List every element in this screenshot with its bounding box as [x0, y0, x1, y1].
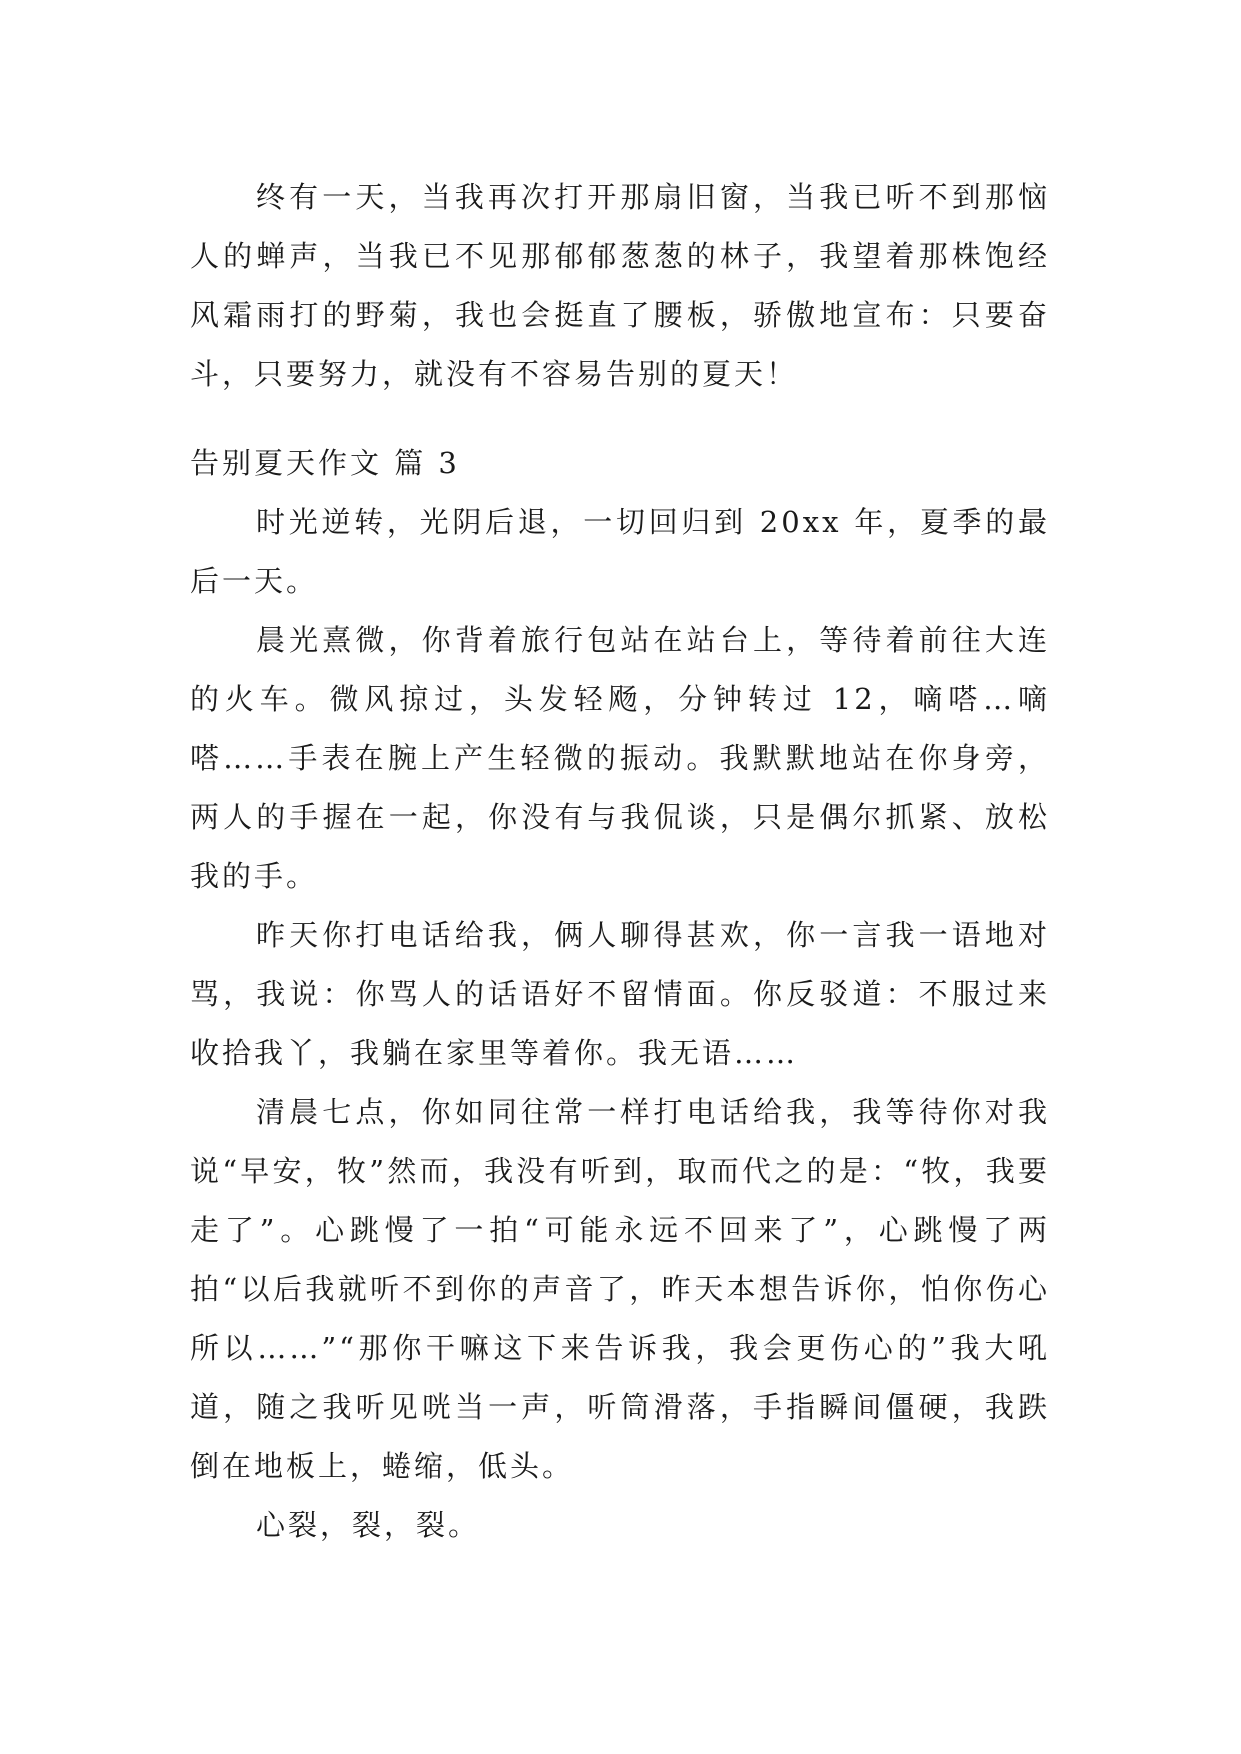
- paragraph-2: 晨光熹微，你背着旅行包站在站台上，等待着前往大连的火车。微风掠过，头发轻飏，分钟转过 12，嘀嗒…嘀嗒……手表在腕上产生轻微的振动。我默默地站在你身旁，两人的手握在一起，你没有与我侃谈，只是偶尔抓紧、放松我的手。: [190, 623, 1050, 893]
- section-title: 告别夏天作文 篇 3: [190, 446, 460, 480]
- paragraph-closing: 终有一天，当我再次打开那扇旧窗，当我已听不到那恼人的蝉声，当我已不见那郁郁葱葱的林子，我望着那株饱经风霜雨打的野菊，我也会挺直了腰板，骄傲地宣布：只要奋斗，只要努力，就没有不容易告别的夏天！: [190, 180, 1050, 391]
- paragraph-5: 心裂，裂，裂。: [256, 1508, 481, 1542]
- paragraph-1: 时光逆转，光阴后退，一切回归到 20xx 年，夏季的最后一天。: [190, 505, 1050, 598]
- paragraph-4: 清晨七点，你如同往常一样打电话给我，我等待你对我说“早安，牧”然而，我没有听到，取而代之的是：“牧，我要走了”。心跳慢了一拍“可能永远不回来了”，心跳慢了两拍“以后我就听不到你的声音了，昨天本想告诉你，怕你伤心所以……”“那你干嘛这下来告诉我，我会更伤心的”我大吼道，随之我听见咣当一声，听筒滑落，手指瞬间僵硬，我跌倒在地板上，蜷缩，低头。: [190, 1095, 1050, 1483]
- paragraph-3: 昨天你打电话给我，俩人聊得甚欢，你一言我一语地对骂，我说：你骂人的话语好不留情面。你反驳道：不服过来收拾我丫，我躺在家里等着你。我无语……: [190, 918, 1050, 1070]
- document-page: [190, 168, 1050, 1555]
